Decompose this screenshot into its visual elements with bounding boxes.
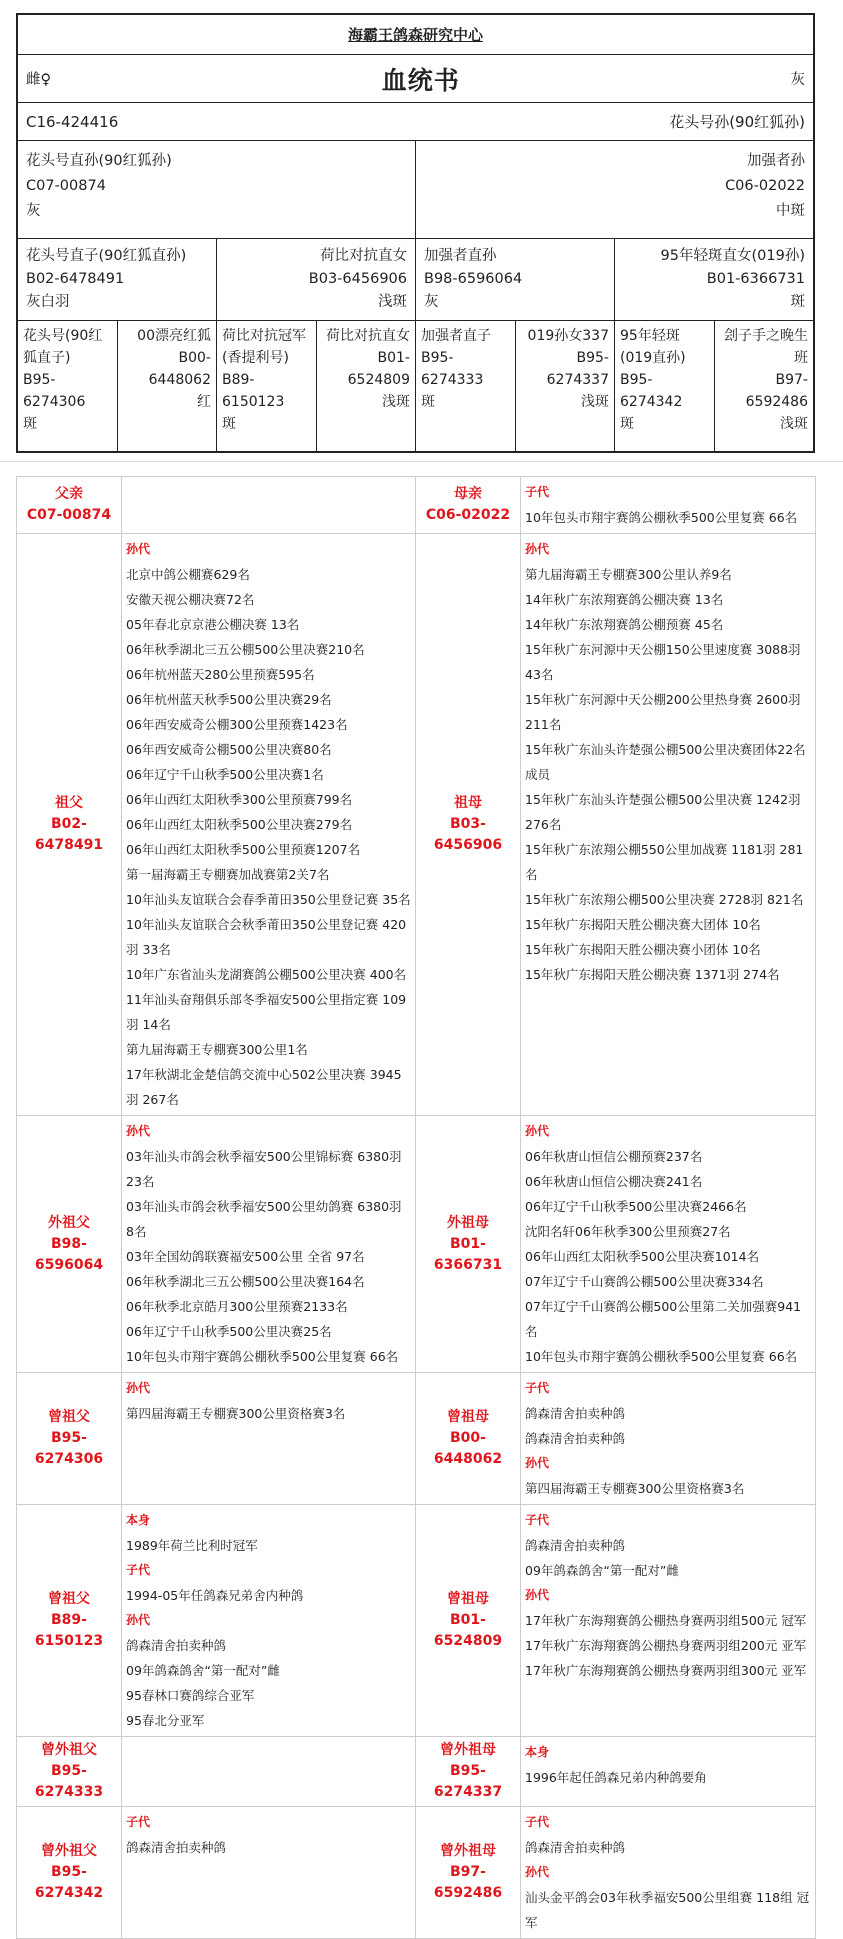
- great-grandparent-line: 019孙女337: [527, 328, 609, 344]
- pedigree-certificate: [16, 13, 815, 453]
- achievement-item: 95春北分亚军: [126, 1713, 205, 1728]
- ancestor-ring: C07-00874: [26, 507, 112, 523]
- great-grandparent-line: B89-: [222, 372, 255, 388]
- achievement-item: 17年秋广东海翔赛鸽公棚热身赛两羽组300元 亚军: [525, 1663, 807, 1678]
- great-grandparent-line: 荷比对抗直女: [326, 328, 410, 344]
- great-grandparent-line: 班: [794, 350, 808, 366]
- achievements-cell: [521, 1116, 816, 1373]
- achievement-item: 06年杭州蓝天280公里预赛595名: [126, 667, 315, 682]
- grandparent-ring: B02-6478491: [26, 271, 125, 287]
- record-row: [17, 1116, 816, 1373]
- ancestor-name-cell: [17, 534, 122, 1116]
- achievement-item: 17年秋广东海翔赛鸽公棚热身赛两羽组200元 亚军: [525, 1638, 807, 1653]
- ancestor-title: 曾外祖母: [440, 1742, 496, 1758]
- achievements-cell: [122, 534, 416, 1116]
- ancestor-ring: B95-6274333: [34, 1763, 104, 1800]
- ancestor-title: 母亲: [454, 486, 482, 502]
- achievement-item: 安徽天视公棚决赛72名: [126, 592, 255, 607]
- ancestor-ring: B01-6366731: [433, 1235, 503, 1273]
- achievement-item: 17年秋广东海翔赛鸽公棚热身赛两羽组500元 冠军: [525, 1613, 807, 1628]
- great-grandparent-line: 刽子手之晚生: [724, 328, 808, 344]
- dam-name: 加强者孙: [747, 153, 805, 169]
- great-grandparent-cell: [615, 321, 715, 451]
- achievement-item: 17年秋湖北金楚信鸽交流中心502公里决赛 3945羽 267名: [126, 1067, 402, 1107]
- ancestor-title: 曾祖父: [48, 1409, 90, 1425]
- great-grandparent-line: B95-: [576, 350, 609, 366]
- great-grandparent-line: B97-6592486: [745, 372, 808, 410]
- grandparent-name: 花头号直子(90红狐直孙): [26, 248, 187, 264]
- ancestor-name-cell: [17, 1373, 122, 1505]
- achievement-item: 10年汕头友谊联合会春季莆田350公里登记赛 35名: [126, 892, 411, 907]
- generation-label: 子代: [525, 1381, 550, 1395]
- achievement-item: 鸽森清舍拍卖种鸽: [126, 1638, 227, 1653]
- great-grandparent-cell: [516, 321, 616, 451]
- generation-label: 孙代: [126, 542, 151, 556]
- achievement-item: 06年西安威奇公棚300公里预赛1423名: [126, 717, 348, 732]
- certificate-org-row: [18, 15, 813, 55]
- ancestor-name-cell: [416, 1807, 521, 1939]
- grandparent-color: 斑: [790, 294, 805, 310]
- great-grandparent-line: 花头号(90红: [23, 328, 103, 344]
- achievement-item: 11年汕头奋翔俱乐部冬季福安500公里指定赛 109羽 14名: [126, 992, 407, 1032]
- achievements-cell: [521, 477, 816, 534]
- ancestor-name-cell: [17, 1505, 122, 1737]
- dam-cell: [416, 141, 813, 238]
- ancestor-title: 祖父: [55, 795, 83, 811]
- generation-label: 子代: [525, 485, 550, 499]
- achievement-item: 鸽森清舍拍卖种鸽: [525, 1538, 626, 1553]
- achievement-item: 06年杭州蓝天秋季500公里决赛29名: [126, 692, 332, 707]
- ancestor-ring: B01-6524809: [433, 1612, 503, 1649]
- achievement-item: 第一届海霸王专棚赛加战赛第2关7名: [126, 867, 330, 882]
- achievement-item: 10年包头市翔宇赛鸽公棚秋季500公里复赛 66名: [525, 510, 798, 525]
- sire-ring: C07-00874: [26, 178, 106, 194]
- great-grandparent-cell: [217, 321, 317, 451]
- generation-label: 子代: [126, 1815, 151, 1829]
- achievement-item: 1989年荷兰比利时冠军: [126, 1538, 258, 1553]
- record-row: [17, 1737, 816, 1807]
- parents-row: [18, 141, 813, 239]
- great-grandparent-line: 6274337: [546, 372, 609, 388]
- great-grandparent-line: 浅斑: [382, 394, 410, 410]
- great-grandparents-row: [18, 321, 813, 451]
- great-grandparent-line: 荷比对抗冠军: [222, 328, 306, 344]
- achievements-cell: [521, 1737, 816, 1807]
- achievement-item: 06年山西红太阳秋季300公里预赛799名: [126, 792, 353, 807]
- ancestor-title: 曾祖父: [48, 1591, 90, 1607]
- ancestor-name-cell: [17, 477, 122, 534]
- achievement-item: 鸽森清舍拍卖种鸽: [525, 1840, 626, 1855]
- generation-label: 孙代: [525, 1588, 550, 1602]
- ancestor-name-cell: [416, 1737, 521, 1807]
- grandparent-cell: [416, 239, 615, 320]
- certificate-title: 血统书: [381, 65, 460, 95]
- achievement-item: 鸽森清舍拍卖种鸽: [525, 1406, 626, 1421]
- achievement-item: 14年秋广东浓翔赛鸽公棚预赛 45名: [525, 617, 724, 632]
- achievement-item: 15年秋广东汕头许楚强公棚500公里决赛团体22名成员: [525, 742, 806, 782]
- achievement-item: 06年山西红太阳秋季500公里决赛279名: [126, 817, 353, 832]
- achievement-item: 10年包头市翔宇赛鸽公棚秋季500公里复赛 66名: [126, 1349, 399, 1364]
- great-grandparent-cell: [18, 321, 118, 451]
- achievements-cell: [521, 1373, 816, 1505]
- achievement-item: 06年秋唐山恒信公棚预赛237名: [525, 1149, 703, 1164]
- grandparent-name: 荷比对抗直女: [320, 248, 407, 264]
- achievements-cell: [122, 1373, 416, 1505]
- great-grandparent-line: 加强者直子: [421, 328, 491, 344]
- org-name: 海霸王鸽森研究中心: [347, 26, 483, 44]
- sire-color: 灰: [26, 203, 41, 219]
- grandparent-color: 浅斑: [378, 294, 407, 310]
- ancestor-title: 曾祖母: [447, 1409, 489, 1425]
- ancestor-name-cell: [416, 1505, 521, 1737]
- ancestor-ring: B98-6596064: [34, 1235, 104, 1273]
- generation-label: 孙代: [525, 1456, 550, 1470]
- great-grandparent-line: B95-: [421, 350, 454, 366]
- achievement-item: 06年秋季湖北三五公棚500公里决赛210名: [126, 642, 365, 657]
- record-row: [17, 1373, 816, 1505]
- grandparent-ring: B01-6366731: [706, 271, 805, 287]
- generation-label: 孙代: [525, 1865, 550, 1879]
- record-row: [17, 534, 816, 1116]
- achievement-item: 07年辽宁千山赛鸽公棚500公里第二关加强赛941名: [525, 1299, 802, 1339]
- great-grandparent-line: 6274342: [620, 394, 683, 410]
- achievement-item: 10年包头市翔宇赛鸽公棚秋季500公里复赛 66名: [525, 1349, 798, 1364]
- generation-label: 孙代: [126, 1381, 151, 1395]
- achievement-item: 15年秋广东河源中天公棚200公里热身赛 2600羽 211名: [525, 692, 801, 732]
- ancestor-ring: B97-6592486: [433, 1864, 503, 1901]
- great-grandparent-cell: [317, 321, 417, 451]
- achievement-item: 汕头金平鸽会03年秋季福安500公里组赛 118组 冠军: [525, 1890, 810, 1930]
- great-grandparent-cell: [715, 321, 814, 451]
- achievement-item: 鸽森清舍拍卖种鸽: [525, 1431, 626, 1446]
- generation-label: 本身: [525, 1745, 550, 1759]
- great-grandparent-line: 斑: [620, 416, 634, 432]
- great-grandparent-line: 00漂亮红狐: [137, 328, 211, 344]
- ancestor-title: 父亲: [55, 486, 83, 502]
- great-grandparent-line: (019直孙): [620, 350, 686, 366]
- ancestor-name-cell: [416, 534, 521, 1116]
- great-grandparent-line: B95-: [23, 372, 56, 388]
- achievement-item: 15年秋广东汕头许楚强公棚500公里决赛 1242羽 276名: [525, 792, 801, 832]
- achievements-cell: [521, 1807, 816, 1939]
- achievement-item: 09年鸽森鸽舍“第一配对”雌: [126, 1663, 280, 1678]
- dam-color: 中斑: [776, 203, 805, 219]
- achievement-item: 沈阳名轩06年秋季300公里预赛27名: [525, 1224, 731, 1239]
- ancestor-title: 曾祖母: [447, 1591, 489, 1607]
- generation-label: 子代: [126, 1563, 151, 1577]
- achievement-item: 06年山西红太阳秋季500公里预赛1207名: [126, 842, 361, 857]
- achievement-item: 03年汕头市鸽会秋季福安500公里锦标赛 6380羽 23名: [126, 1149, 402, 1189]
- record-row: [17, 1807, 816, 1939]
- achievement-item: 15年秋广东揭阳天胜公棚决赛小团体 10名: [525, 942, 761, 957]
- ancestor-title: 外祖母: [447, 1214, 489, 1231]
- great-grandparent-line: B95-: [620, 372, 653, 388]
- achievement-item: 第九届海霸王专棚赛300公里1名: [126, 1042, 308, 1057]
- great-grandparent-line: 6274306: [23, 394, 86, 410]
- great-grandparent-line: 6448062: [148, 372, 211, 388]
- achievement-item: 07年辽宁千山赛鸽公棚500公里决赛334名: [525, 1274, 764, 1289]
- achievement-item: 1994-05年任鸽森兄弟舍内种鸽: [126, 1588, 304, 1603]
- grandparent-ring: B03-6456906: [308, 271, 407, 287]
- section-divider: [0, 461, 843, 462]
- ancestor-name-cell: [416, 1373, 521, 1505]
- great-grandparent-line: B01-: [377, 350, 410, 366]
- record-row: [17, 1505, 816, 1737]
- grandparent-cell: [217, 239, 416, 320]
- achievement-item: 1996年起任鸽森兄弟内种鸽要角: [525, 1770, 707, 1785]
- great-grandparent-line: 斑: [23, 416, 37, 432]
- achievement-item: 06年辽宁千山秋季500公里决赛25名: [126, 1324, 332, 1339]
- ancestor-name-cell: [17, 1116, 122, 1373]
- generation-label: 本身: [126, 1513, 151, 1527]
- achievement-item: 10年广东省汕头龙湖赛鸽公棚500公里决赛 400名: [126, 967, 407, 982]
- achievement-item: 95春林口赛鸽综合亚军: [126, 1688, 255, 1703]
- achievement-item: 03年汕头市鸽会秋季福安500公里幼鸽赛 6380羽 8名: [126, 1199, 402, 1239]
- achievement-item: 第四届海霸王专棚赛300公里资格赛3名: [126, 1406, 346, 1421]
- achievement-item: 06年辽宁千山秋季500公里决赛1名: [126, 767, 324, 782]
- ancestor-title: 祖母: [454, 795, 482, 811]
- ancestor-ring: B95-6274306: [34, 1430, 104, 1467]
- achievements-cell: [122, 1737, 416, 1807]
- achievement-item: 06年秋季湖北三五公棚500公里决赛164名: [126, 1274, 365, 1289]
- achievements-cell: [122, 1116, 416, 1373]
- achievement-item: 15年秋广东揭阳天胜公棚决赛大团体 10名: [525, 917, 761, 932]
- great-grandparent-line: 浅斑: [780, 416, 808, 432]
- grandparent-cell: [18, 239, 217, 320]
- bird-color: 灰: [790, 72, 805, 88]
- ancestor-title: 曾外祖父: [41, 1843, 97, 1859]
- achievement-item: 15年秋广东浓翔公棚500公里决赛 2728羽 821名: [525, 892, 804, 907]
- great-grandparent-line: 95年轻斑: [620, 328, 680, 344]
- achievement-item: 北京中鸽公棚赛629名: [126, 567, 250, 582]
- grandparents-row: [18, 239, 813, 321]
- great-grandparent-cell: [118, 321, 218, 451]
- achievement-item: 09年鸽森鸽舍“第一配对”雌: [525, 1563, 679, 1578]
- generation-label: 子代: [525, 1513, 550, 1527]
- certificate-id-row: [18, 103, 813, 141]
- sire-name: 花头号直孙(90红狐孙): [26, 153, 172, 169]
- achievement-item: 15年秋广东浓翔公棚550公里加战赛 1181羽 281名: [525, 842, 804, 882]
- achievement-item: 鸽森清舍拍卖种鸽: [126, 1840, 227, 1855]
- great-grandparent-line: 红: [197, 394, 211, 410]
- certificate-header-row: [18, 55, 813, 103]
- sex-label: 雌♀: [26, 72, 52, 88]
- achievements-cell: [122, 1505, 416, 1737]
- great-grandparent-line: 浅斑: [581, 394, 609, 410]
- line-name: 花头号孙(90红狐孙): [669, 113, 805, 131]
- great-grandparent-line: B00-: [178, 350, 211, 366]
- grandparent-name: 加强者直孙: [424, 248, 497, 264]
- ancestor-ring: B03-6456906: [433, 816, 503, 853]
- achievement-item: 06年辽宁千山秋季500公里决赛2466名: [525, 1199, 747, 1214]
- ancestor-ring: B95-6274342: [34, 1864, 104, 1901]
- ancestor-ring: B89-6150123: [34, 1612, 104, 1649]
- great-grandparent-line: 6150123: [222, 394, 285, 410]
- generation-label: 孙代: [525, 542, 550, 556]
- achievement-item: 06年秋季北京皓月300公里预赛2133名: [126, 1299, 348, 1314]
- achievement-item: 第九届海霸王专棚赛300公里认养9名: [525, 567, 732, 582]
- ancestor-title: 曾外祖母: [440, 1843, 496, 1859]
- great-grandparent-line: 6524809: [347, 372, 410, 388]
- ancestor-ring: B95-6274337: [433, 1763, 503, 1800]
- ancestor-title: 曾外祖父: [41, 1742, 97, 1758]
- pedigree-records-table: [16, 476, 816, 1939]
- grandparent-color: 灰白羽: [26, 294, 70, 310]
- ancestor-ring: B02-6478491: [34, 816, 104, 853]
- achievement-item: 06年山西红太阳秋季500公里决赛1014名: [525, 1249, 760, 1264]
- grandparent-cell: [615, 239, 813, 320]
- great-grandparent-line: 6274333: [421, 372, 484, 388]
- generation-label: 孙代: [525, 1124, 550, 1138]
- great-grandparent-line: (香提利号): [222, 350, 289, 366]
- ancestor-ring: C06-02022: [425, 507, 511, 523]
- ancestor-name-cell: [17, 1807, 122, 1939]
- achievement-item: 05年春北京京港公棚决赛 13名: [126, 617, 300, 632]
- sire-cell: [18, 141, 416, 238]
- achievement-item: 14年秋广东浓翔赛鸽公棚决赛 13名: [525, 592, 724, 607]
- record-row: [17, 477, 816, 534]
- achievements-cell: [122, 1807, 416, 1939]
- ancestor-name-cell: [416, 1116, 521, 1373]
- ancestor-title: 外祖父: [48, 1214, 90, 1231]
- grandparent-ring: B98-6596064: [424, 271, 523, 287]
- dam-ring: C06-02022: [725, 178, 805, 194]
- achievements-cell: [521, 1505, 816, 1737]
- ancestor-ring: B00-6448062: [433, 1430, 503, 1467]
- achievements-cell: [521, 534, 816, 1116]
- ring-number: C16-424416: [26, 112, 119, 131]
- achievement-item: 第四届海霸王专棚赛300公里资格赛3名: [525, 1481, 745, 1496]
- ancestor-name-cell: [416, 477, 521, 534]
- generation-label: 孙代: [126, 1613, 151, 1627]
- achievement-item: 15年秋广东揭阳天胜公棚决赛 1371羽 274名: [525, 967, 780, 982]
- great-grandparent-line: 斑: [222, 416, 236, 432]
- great-grandparent-line: 斑: [421, 394, 435, 410]
- achievement-item: 03年全国幼鸽联赛福安500公里 全省 97名: [126, 1249, 365, 1264]
- great-grandparent-cell: [416, 321, 516, 451]
- achievement-item: 10年汕头友谊联合会秋季莆田350公里登记赛 420羽 33名: [126, 917, 407, 957]
- achievements-cell: [122, 477, 416, 534]
- achievement-item: 06年秋唐山恒信公棚决赛241名: [525, 1174, 703, 1189]
- generation-label: 子代: [525, 1815, 550, 1829]
- grandparent-color: 灰: [424, 294, 439, 310]
- achievement-item: 06年西安威奇公棚500公里决赛80名: [126, 742, 332, 757]
- generation-label: 孙代: [126, 1124, 151, 1138]
- great-grandparent-line: 狐直子): [23, 350, 71, 366]
- ancestor-name-cell: [17, 1737, 122, 1807]
- achievement-item: 15年秋广东河源中天公棚150公里速度赛 3088羽 43名: [525, 642, 801, 682]
- grandparent-name: 95年轻斑直女(019孙): [660, 248, 805, 264]
